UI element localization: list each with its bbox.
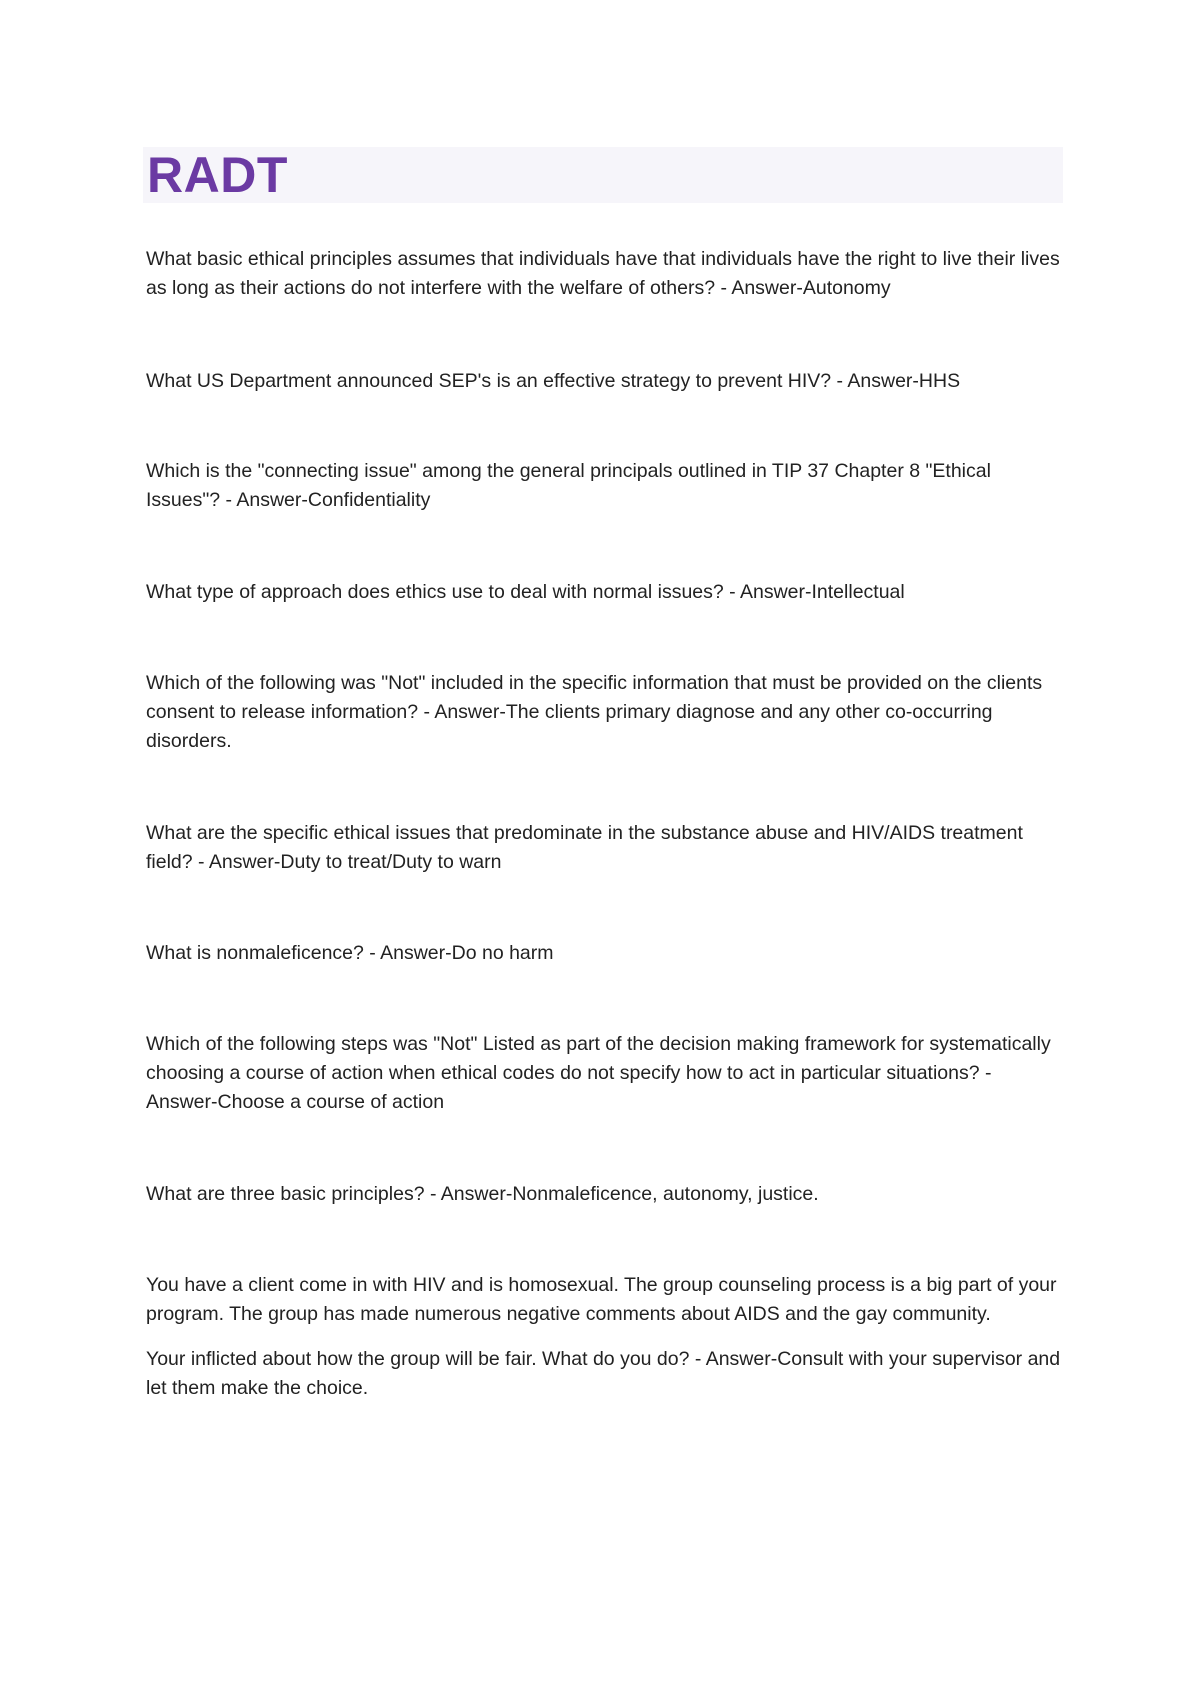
qa-text: What basic ethical principles assumes that individuals have that individuals have the right to live their lives as long as their actions do not interfere with the welfare of others? - Answer-Autonomy [146,248,1060,299]
qa-item-3 [146,457,1064,515]
qa-text: Which is the "connecting issue" among the general principals outlined in TIP 37 Chapter 8 "Ethical Issues"? - Answer-Confidentiality [146,460,991,511]
qa-text: Which of the following steps was "Not" Listed as part of the decision making framework for systematically choosing a course of action when ethical codes do not specify how to act in particular situations? - Answer-Choose a course of action [146,1033,1051,1113]
qa-item-9 [146,1180,1064,1209]
qa-item-10 [146,1271,1064,1403]
qa-text: What type of approach does ethics use to deal with normal issues? - Answer-Intellectual [146,581,905,603]
qa-item-5 [146,669,1064,756]
qa-item-1 [146,245,1064,303]
qa-text: You have a client come in with HIV and is homosexual. The group counseling process is a big part of your program. The group has made numerous negative comments about AIDS and the gay community. [146,1274,1057,1325]
qa-text: What are three basic principles? - Answer-Nonmaleficence, autonomy, justice. [146,1183,819,1205]
qa-item-6 [146,819,1064,877]
qa-item-8 [146,1030,1064,1117]
qa-text: Your inflicted about how the group will be fair. What do you do? - Answer-Consult with your supervisor and let them make the choice. [146,1348,1061,1399]
qa-text: Which of the following was "Not" included in the specific information that must be provided on the clients consent to release information? - Answer-The clients primary diagnose and any other co-occurring disorders. [146,672,1043,752]
qa-item-7 [146,939,1064,968]
qa-text: What are the specific ethical issues that predominate in the substance abuse and HIV/AIDS treatment field? - Answer-Duty to treat/Duty to warn [146,822,1023,873]
document-title: RADT [147,147,288,203]
qa-item-2 [146,367,1064,396]
qa-text: What US Department announced SEP's is an effective strategy to prevent HIV? - Answer-HHS [146,370,961,392]
qa-item-4 [146,578,1064,607]
title-banner [143,147,1063,203]
qa-text: What is nonmaleficence? - Answer-Do no harm [146,942,554,964]
